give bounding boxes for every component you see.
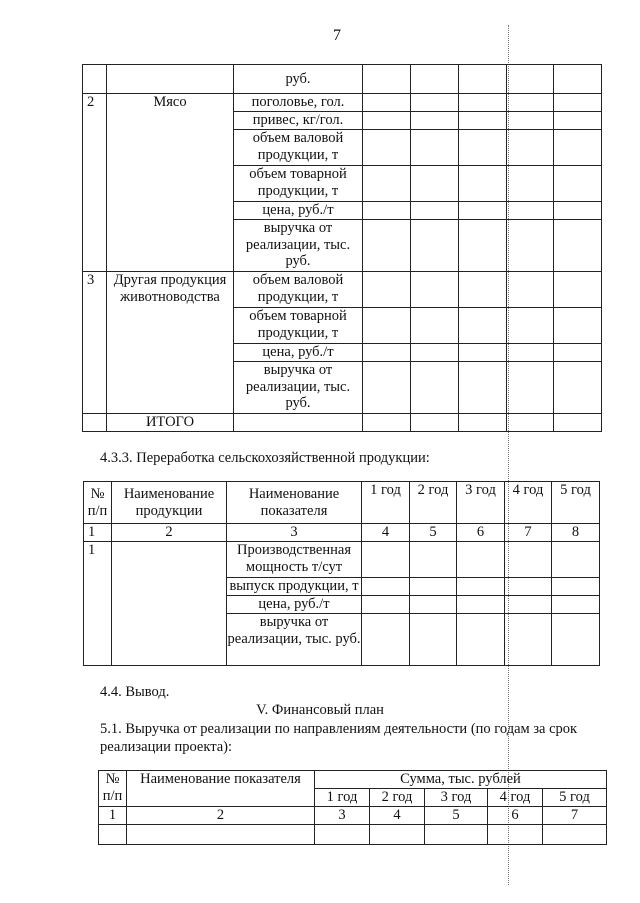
indicator-cell: цена, руб./т [234,344,363,362]
column-number: 1 [84,524,112,542]
page-number: 7 [333,27,341,44]
header-cell: Сумма, тыс. рублей [315,771,607,789]
indicator-cell: выручка от реализации, тыс. руб. [227,614,362,666]
indicator-cell: объем валовой продукции, т [234,272,363,308]
total-label: ИТОГО [107,414,234,432]
section-title: V. Финансовый план [256,702,384,718]
section-paragraph: 5.1. Выручка от реализации по направлениям деятельности (по годам за срок реализации проекта): [100,721,578,755]
column-number: 3 [315,807,370,825]
column-number: 4 [362,524,410,542]
year-header: 2 год [370,789,425,807]
column-number: 6 [457,524,505,542]
year-header: 3 год [425,789,488,807]
indicator-cell: выпуск продукции, т [227,578,362,596]
indicator-cell: цена, руб./т [227,596,362,614]
revenue-table [98,770,607,845]
row-number: 1 [84,542,112,666]
processing-table [83,481,600,666]
year-header: 5 год [543,789,607,807]
livestock-table [82,64,602,432]
year-header: 4 год [488,789,543,807]
indicator-cell: привес, кг/гол. [234,112,363,130]
column-number: 6 [488,807,543,825]
header-cell: 3 год [457,482,505,524]
indicator-cell: объем товарной продукции, т [234,166,363,202]
column-number: 8 [552,524,600,542]
header-cell: № п/п [84,482,112,524]
indicator-cell: объем товарной продукции, т [234,308,363,344]
header-cell: 5 год [552,482,600,524]
indicator-cell: выручка от реализации, тыс. руб. [234,220,363,272]
column-number: 5 [425,807,488,825]
year-header: 1 год [315,789,370,807]
indicator-cell: поголовье, гол. [234,94,363,112]
header-cell: № п/п [99,771,127,807]
indicator-cell: цена, руб./т [234,202,363,220]
header-cell: 1 год [362,482,410,524]
header-cell: Наименование показателя [127,771,315,807]
column-number: 7 [505,524,552,542]
header-cell: Наименование показателя [227,482,362,524]
product-name: Мясо [107,94,234,272]
row-number: 3 [83,272,107,414]
header-cell: Наименование продукции [112,482,227,524]
section-heading: 4.3.3. Переработка сельскохозяйственной продукции: [100,450,430,466]
column-number: 7 [543,807,607,825]
header-cell: 2 год [410,482,457,524]
column-number: 3 [227,524,362,542]
indicator-cell: объем валовой продукции, т [234,130,363,166]
indicator-cell: руб. [234,65,363,94]
product-name: Другая продукция животноводства [107,272,234,414]
indicator-cell: выручка от реализации, тыс. руб. [234,362,363,414]
indicator-cell: Производственная мощность т/сут [227,542,362,578]
header-cell: 4 год [505,482,552,524]
column-number: 2 [127,807,315,825]
column-number: 5 [410,524,457,542]
row-number: 2 [83,94,107,272]
column-number: 1 [99,807,127,825]
section-heading: 4.4. Вывод. [100,684,170,700]
column-number: 4 [370,807,425,825]
column-number: 2 [112,524,227,542]
